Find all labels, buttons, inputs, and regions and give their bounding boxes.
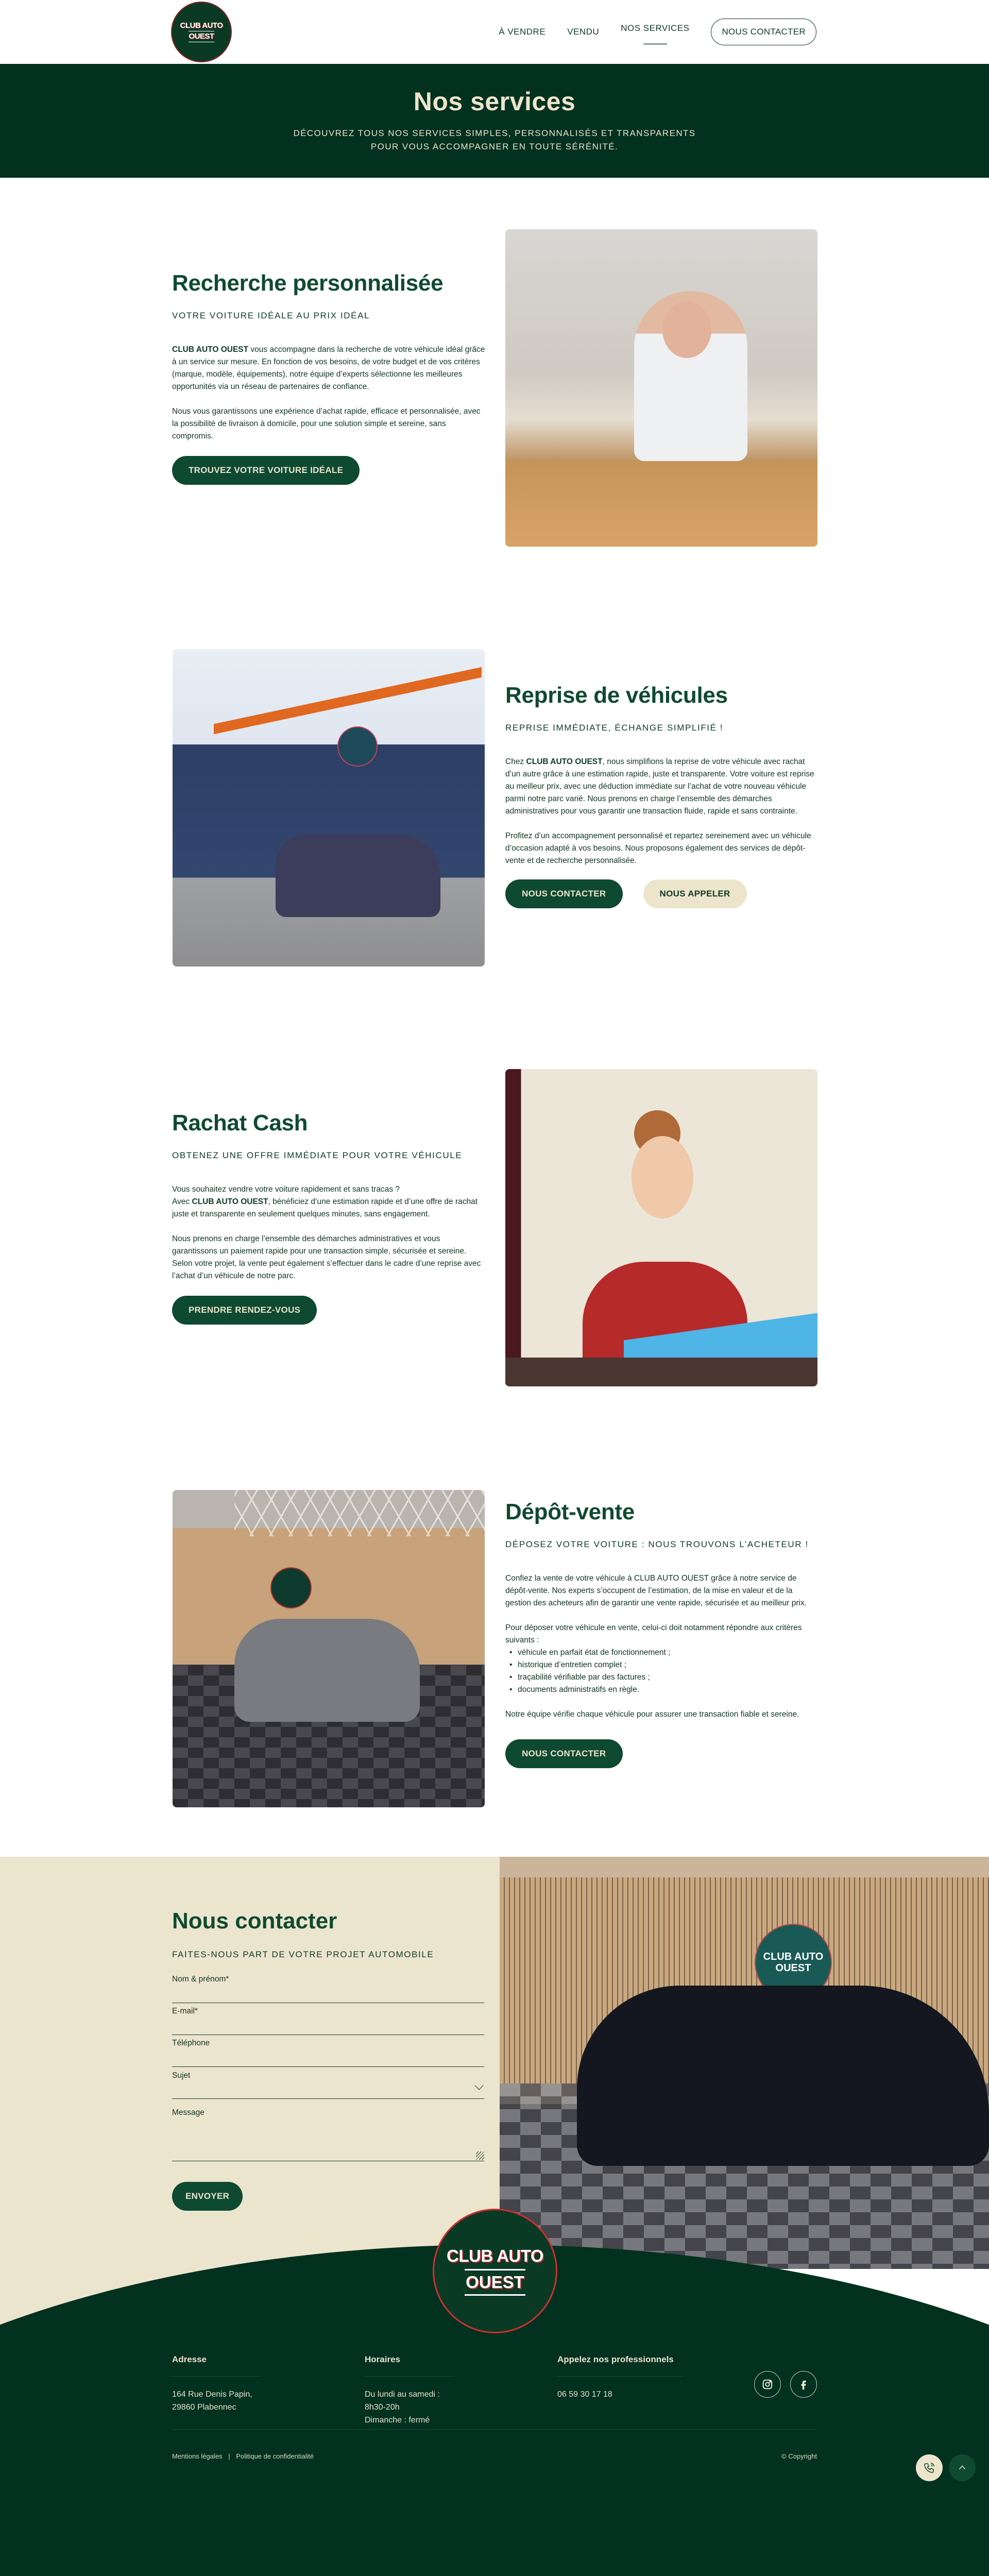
photo-shape <box>662 301 711 358</box>
paragraph-text: Avec <box>172 1197 192 1206</box>
phone-field-wrap <box>172 2035 484 2067</box>
photo-shape <box>234 1490 485 1536</box>
criteria-item: • historique d’entretien complet ; <box>505 1659 819 1671</box>
footer-hours <box>365 2354 452 2427</box>
resize-grip-icon[interactable] <box>476 2151 484 2160</box>
logo-line2: OUEST <box>465 2269 525 2296</box>
hero-subtitle-line1: DÉCOUVREZ TOUS NOS SERVICES SIMPLES, PERSONNALISÉS ET TRANSPARENTS <box>293 128 696 138</box>
hours-line: Dimanche : fermé <box>365 2416 430 2425</box>
phone-text <box>557 2388 683 2401</box>
facebook-button[interactable] <box>790 2371 817 2398</box>
service-rachat-cash <box>0 1064 989 1476</box>
footer-heading: Adresse <box>172 2354 260 2377</box>
site-header <box>0 0 989 64</box>
mercedes-showroom-photo <box>500 1857 989 2269</box>
chevron-up-icon <box>957 2462 968 2473</box>
service-paragraph <box>172 1183 485 1221</box>
scroll-to-top-button[interactable] <box>949 2454 976 2481</box>
subject-select[interactable] <box>172 2066 484 2098</box>
service-paragraph: Confiez la vente de votre véhicule à CLUB AUTO OUEST grâce à notre service de dépôt-vente. Nos experts s’occupent de l’estimation, de la mise en valeur et de la gestion des acheteurs afin de garantir une vente rapide, sécurisée et au meilleur prix. <box>505 1574 807 1607</box>
service-body <box>172 344 485 443</box>
social-links <box>754 2371 817 2398</box>
photo-sign: CLUB AUTO OUEST <box>755 1924 832 2001</box>
instagram-button[interactable] <box>754 2371 781 2398</box>
footer-divider <box>172 2429 817 2430</box>
footer-heading: Appelez nos professionnels <box>557 2354 683 2377</box>
photo-shape <box>234 1619 420 1722</box>
paragraph-text: Vous souhaitez vendre votre voiture rapidement et sans tracas ? <box>172 1185 400 1194</box>
office-consultant-photo <box>505 229 817 547</box>
service-subtitle: REPRISE IMMÉDIATE, ÉCHANGE SIMPLIFIÉ ! <box>505 723 724 733</box>
paragraph-text: , nous simplifions la reprise de votre véhicule avec rachat d’un autre grâce à une estimation rapide, juste et transparente. Votre voiture est reprise au meilleur prix, avec une déduction immédiate sur l’achat de votre nouveau véhicule parmi notre parc varié. Nous prenons en charge l’ensemble des démarches administratives pour vous garantir une transaction fluide, rapide et sans contrainte. <box>505 757 814 816</box>
service-title: Reprise de véhicules <box>505 683 728 708</box>
privacy-policy-link[interactable]: Politique de confidentialité <box>236 2452 314 2460</box>
name-input[interactable] <box>172 1971 484 2003</box>
hours-line: Du lundi au samedi : 8h30-20h <box>365 2390 440 2412</box>
message-field-wrap <box>172 2099 484 2161</box>
nav-contact-button[interactable]: NOUS CONTACTER <box>711 19 816 45</box>
service-body <box>505 756 819 867</box>
hero-subtitle <box>0 127 989 154</box>
service-subtitle: VOTRE VOITURE IDÉALE AU PRIX IDÉAL <box>172 311 370 320</box>
service-paragraph <box>505 756 819 818</box>
service-paragraph: Nous prenons en charge l’ensemble des démarches administratives et vous garantissons un paiement rapide pour une transaction simple, sécurisée et sereine. Selon votre projet, la vente peut également s’effectuer dans le cadre d’une reprise avec l’achat d’un véhicule de notre parc. <box>172 1234 481 1280</box>
logo-line1: CLUB AUTO <box>180 21 223 30</box>
contact-subtitle: FAITES-NOUS PART DE VOTRE PROJET AUTOMOBILE <box>172 1950 434 1959</box>
paragraph-text: , bénéficiez d’une estimation rapide et d’une offre de rachat juste et transparente en seulement quelques minutes, sans engagement. <box>172 1197 478 1218</box>
name-field-wrap <box>172 1971 484 2003</box>
message-textarea[interactable] <box>172 2108 484 2160</box>
site-logo[interactable] <box>172 3 231 61</box>
nav-nos-services[interactable]: NOS SERVICES <box>621 20 689 37</box>
service-paragraph: Pour déposer votre véhicule en vente, celui-ci doit notamment répondre aux critères suivants : <box>505 1623 802 1645</box>
service-depot-vente <box>0 1476 989 1857</box>
hero-banner <box>0 64 989 178</box>
photo-shape <box>337 726 378 767</box>
book-appointment-button[interactable]: PRENDRE RENDEZ-VOUS <box>172 1296 317 1325</box>
service-title: Rachat Cash <box>172 1110 308 1136</box>
service-subtitle: DÉPOSEZ VOTRE VOITURE : NOUS TROUVONS L’ACHETEUR ! <box>505 1539 809 1549</box>
brand-name: CLUB AUTO OUEST <box>192 1197 268 1206</box>
legal-links <box>172 2452 314 2460</box>
footer-bottom <box>172 2452 817 2460</box>
instagram-icon <box>762 2379 773 2390</box>
brand-name: CLUB AUTO OUEST <box>172 345 249 354</box>
photo-shape <box>276 835 440 917</box>
send-button[interactable]: ENVOYER <box>172 2182 243 2211</box>
nav-vendu[interactable]: VENDU <box>567 27 600 37</box>
main-nav <box>499 19 816 45</box>
separator: | <box>228 2452 230 2460</box>
service-text <box>172 270 485 485</box>
facebook-icon <box>798 2378 809 2391</box>
legal-notice-link[interactable]: Mentions légales <box>172 2452 223 2460</box>
contact-title: Nous contacter <box>172 1908 337 1934</box>
criteria-item: • véhicule en parfait état de fonctionnement ; <box>505 1647 819 1659</box>
find-ideal-car-button[interactable]: TROUVEZ VOTRE VOITURE IDÉALE <box>172 456 360 485</box>
criteria-item: • traçabilité vérifiable par des factures ; <box>505 1671 819 1684</box>
paragraph-text: Chez <box>505 757 526 766</box>
service-reprise-vehicules <box>0 641 989 1064</box>
contact-button[interactable]: NOUS CONTACTER <box>505 1739 623 1768</box>
service-paragraph: Profitez d’un accompagnement personnalisé et repartez sereinement avec un véhicule d’occasion adapté à vos besoins. Nous proposons également des services de dépôt-vente et de recherche personnalisée. <box>505 832 811 865</box>
subject-field-wrap <box>172 2067 484 2099</box>
logo-line1: CLUB AUTO <box>447 2246 543 2265</box>
address-text <box>172 2388 260 2414</box>
button-row <box>505 879 819 908</box>
footer-address <box>172 2354 260 2414</box>
photo-shape <box>632 1136 693 1218</box>
service-text <box>505 683 819 908</box>
criteria-item: • documents administratifs en règle. <box>505 1684 819 1696</box>
hero-subtitle-line2: POUR VOUS ACCOMPAGNER EN TOUTE SÉRÉNITÉ. <box>370 142 619 151</box>
service-body <box>505 1572 819 1721</box>
floating-call-button[interactable] <box>916 2454 943 2481</box>
service-paragraph: Notre équipe vérifie chaque véhicule pour assurer une transaction fiable et sereine. <box>505 1710 799 1719</box>
service-subtitle: OBTENEZ UNE OFFRE IMMÉDIATE POUR VOTRE VÉHICULE <box>172 1150 463 1160</box>
phone-input[interactable] <box>172 2035 484 2066</box>
contact-button[interactable]: NOUS CONTACTER <box>505 879 623 908</box>
photo-shape <box>505 461 817 547</box>
photo-shape <box>270 1567 312 1608</box>
email-input[interactable] <box>172 2003 484 2035</box>
logo-line2: OUEST <box>189 31 214 42</box>
service-text <box>172 1110 485 1325</box>
service-recherche-personnalisee <box>0 178 989 641</box>
service-paragraph <box>172 344 485 393</box>
contact-form <box>172 1908 484 2211</box>
photo-shape <box>214 667 482 735</box>
service-title: Dépôt-vente <box>505 1499 635 1524</box>
service-title: Recherche personnalisée <box>172 270 444 296</box>
criteria-list <box>505 1647 819 1696</box>
woman-reviewing-documents-photo <box>505 1069 817 1386</box>
call-button[interactable]: NOUS APPELER <box>643 879 747 908</box>
service-paragraph: Nous vous garantissons une expérience d’achat rapide, efficace et personnalisée, avec la possibilité de livraison à domicile, pour une solution simple et sereine, sans compromis. <box>172 407 481 440</box>
garage-building-mini-photo <box>173 649 485 967</box>
footer-background <box>0 2339 989 2490</box>
hours-text <box>365 2388 452 2427</box>
service-body <box>172 1183 485 1282</box>
phone-link[interactable]: 06 59 30 17 18 <box>557 2390 612 2399</box>
copyright-text: © Copyright <box>781 2452 817 2460</box>
phone-icon <box>923 2462 935 2474</box>
address-line: 164 Rue Denis Papin, <box>172 2390 252 2399</box>
footer-logo <box>433 2209 557 2333</box>
address-line: 29860 Plabennec <box>172 2403 236 2412</box>
showroom-renault-photo <box>173 1490 485 1807</box>
nav-a-vendre[interactable]: À VENDRE <box>499 27 546 37</box>
footer-heading: Horaires <box>365 2354 452 2377</box>
photo-shape <box>505 1358 817 1386</box>
page-title: Nos services <box>413 87 576 116</box>
brand-name: CLUB AUTO OUEST <box>526 757 603 766</box>
service-text <box>505 1499 819 1768</box>
photo-shape <box>577 1986 989 2166</box>
paragraph-text: vous accompagne dans la recherche de votre véhicule idéal grâce à un service sur mesure. En fonction de vos besoins, de votre budget et de vos critères (marque, modèle, équipements), notre équipe d’experts sélectionne les meilleures opportunités via un réseau de partenaires de confiance. <box>172 345 485 391</box>
email-field-wrap <box>172 2003 484 2035</box>
footer-phone <box>557 2354 683 2401</box>
